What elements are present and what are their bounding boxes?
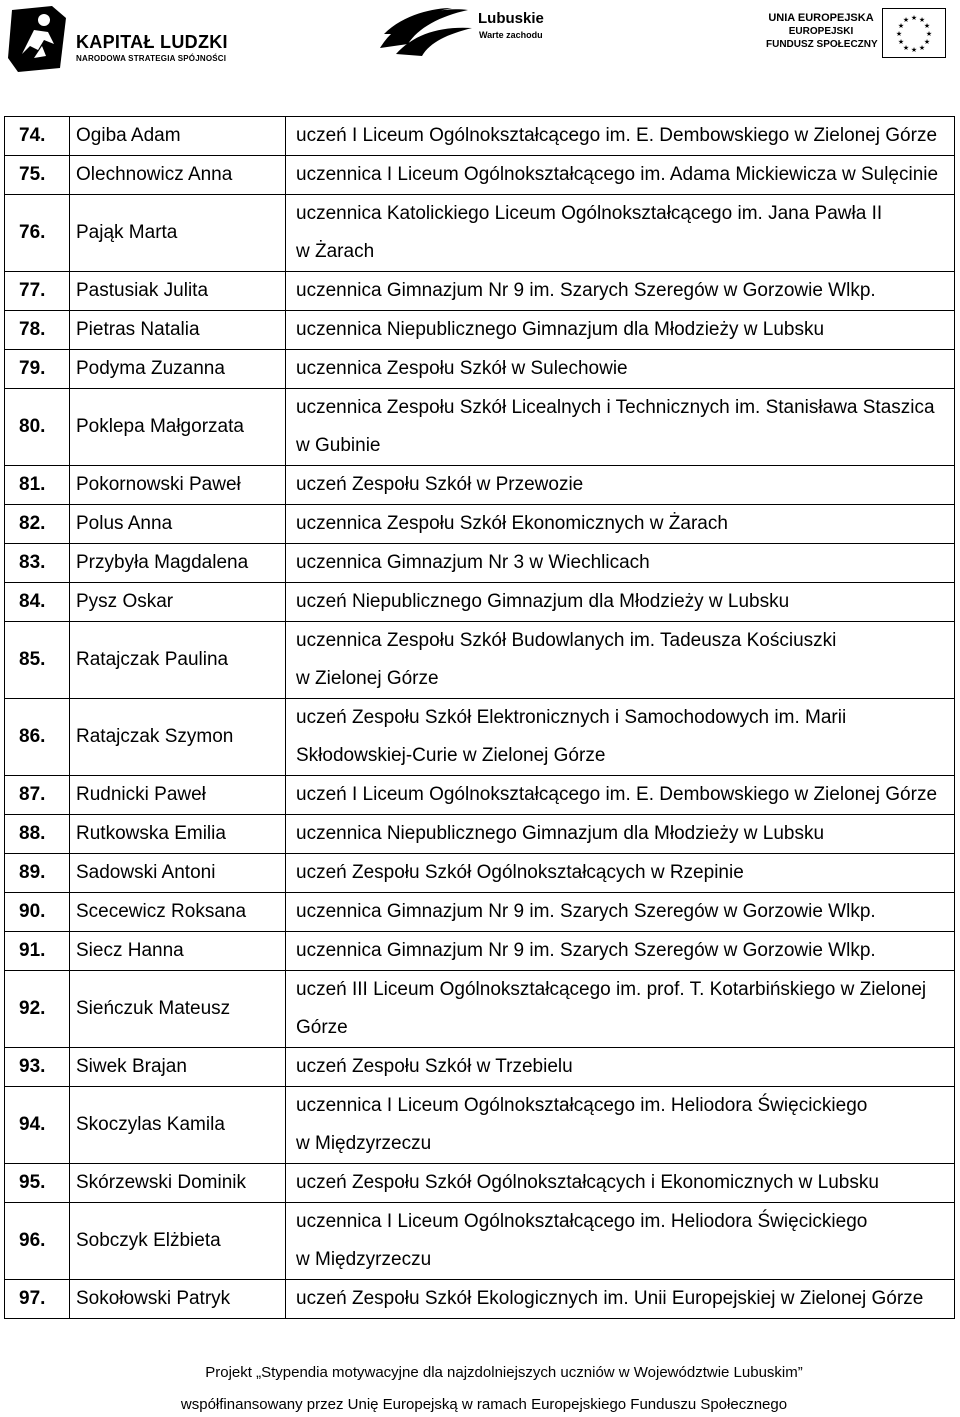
school-line: uczeń Zespołu Szkół w Przewozie — [296, 474, 584, 495]
student-name: Ratajczak Szymon — [70, 699, 286, 776]
table-row — [5, 1087, 955, 1164]
school-description — [286, 466, 955, 505]
school-description — [286, 389, 955, 466]
school-line: uczeń Zespołu Szkół Ogólnokształcących w Rzepinie — [296, 862, 744, 883]
eu-flag-icon — [882, 8, 946, 58]
student-name: Pokornowski Paweł — [70, 466, 286, 505]
svg-text:★: ★ — [923, 38, 931, 46]
row-number: 82. — [5, 505, 70, 544]
student-name: Skoczylas Kamila — [70, 1087, 286, 1164]
lubuskie-logo — [378, 4, 558, 64]
table-body — [5, 117, 955, 1319]
row-number: 81. — [5, 466, 70, 505]
school-line: w Międzyrzeczu — [296, 1249, 432, 1270]
table-row — [5, 195, 955, 272]
row-number: 78. — [5, 311, 70, 350]
school-line: uczeń III Liceum Ogólnokształcącego im. prof. T. Kotarbińskiego w Zielonej — [296, 979, 927, 1000]
student-name: Sobczyk Elżbieta — [70, 1203, 286, 1280]
school-line: uczennica I Liceum Ogólnokształcącego im. Heliodora Święcickiego — [296, 1211, 868, 1232]
school-line: uczennica Gimnazjum Nr 9 im. Szarych Szeregów w Gorzowie Wlkp. — [296, 280, 876, 301]
student-name: Podyma Zuzanna — [70, 350, 286, 389]
school-line: uczeń Zespołu Szkół Ogólnokształcących i Ekonomicznych w Lubsku — [296, 1172, 879, 1193]
school-description — [286, 350, 955, 389]
school-description — [286, 776, 955, 815]
school-description — [286, 583, 955, 622]
school-description — [286, 971, 955, 1048]
table-row — [5, 272, 955, 311]
school-line: Skłodowskiej-Curie w Zielonej Górze — [296, 745, 606, 766]
row-number: 89. — [5, 854, 70, 893]
school-line: uczennica Katolickiego Liceum Ogólnokształcącego im. Jana Pawła II — [296, 203, 883, 224]
svg-text:★: ★ — [902, 16, 910, 24]
table-row — [5, 505, 955, 544]
eu-logo — [766, 8, 951, 68]
row-number: 79. — [5, 350, 70, 389]
school-line: w Międzyrzeczu — [296, 1133, 432, 1154]
student-name: Olechnowicz Anna — [70, 156, 286, 195]
student-name: Pietras Natalia — [70, 311, 286, 350]
student-name: Pysz Oskar — [70, 583, 286, 622]
kapital-ludzki-logo — [8, 6, 228, 74]
school-line: uczennica Gimnazjum Nr 9 im. Szarych Szeregów w Gorzowie Wlkp. — [296, 901, 876, 922]
student-name: Ratajczak Paulina — [70, 622, 286, 699]
school-line: uczennica Zespołu Szkół w Sulechowie — [296, 358, 628, 379]
table-row — [5, 389, 955, 466]
footer-funding-note: współfinansowany przez Unię Europejską w ramach Europejskiego Funduszu Społecznego — [180, 1396, 788, 1413]
student-name: Siecz Hanna — [70, 932, 286, 971]
school-description — [286, 1048, 955, 1087]
student-name: Sokołowski Patryk — [70, 1280, 286, 1319]
school-line: uczennica Zespołu Szkół Budowlanych im. Tadeusza Kościuszki — [296, 630, 837, 651]
student-name: Rutkowska Emilia — [70, 815, 286, 854]
school-description — [286, 272, 955, 311]
school-line: w Gubinie — [296, 435, 381, 456]
table-row — [5, 1203, 955, 1280]
row-number: 91. — [5, 932, 70, 971]
table-row — [5, 699, 955, 776]
row-number: 86. — [5, 699, 70, 776]
table-row — [5, 311, 955, 350]
school-description — [286, 117, 955, 156]
school-line: uczeń I Liceum Ogólnokształcącego im. E. Dembowskiego w Zielonej Górze — [296, 784, 938, 805]
school-line: uczennica Gimnazjum Nr 3 w Wiechlicach — [296, 552, 650, 573]
school-description — [286, 1164, 955, 1203]
student-name: Ogiba Adam — [70, 117, 286, 156]
school-line: uczennica I Liceum Ogólnokształcącego im. Adama Mickiewicza w Sulęcinie — [296, 164, 939, 185]
svg-text:★: ★ — [895, 30, 903, 38]
student-name: Pająk Marta — [70, 195, 286, 272]
student-name: Rudnicki Paweł — [70, 776, 286, 815]
kapital-ludzki-title: KAPITAŁ LUDZKI — [76, 32, 228, 52]
school-line: w Żarach — [296, 241, 375, 262]
student-name: Siwek Brajan — [70, 1048, 286, 1087]
row-number: 96. — [5, 1203, 70, 1280]
school-line: uczeń Zespołu Szkół w Trzebielu — [296, 1056, 573, 1077]
school-description — [286, 932, 955, 971]
school-description — [286, 622, 955, 699]
student-name: Skórzewski Dominik — [70, 1164, 286, 1203]
table-row — [5, 971, 955, 1048]
table-row — [5, 583, 955, 622]
row-number: 94. — [5, 1087, 70, 1164]
svg-text:★: ★ — [902, 44, 910, 52]
school-line: Górze — [296, 1017, 348, 1038]
school-line: uczennica Gimnazjum Nr 9 im. Szarych Szeregów w Gorzowie Wlkp. — [296, 940, 876, 961]
school-description — [286, 815, 955, 854]
kapital-ludzki-emblem-icon — [8, 6, 70, 72]
row-number: 84. — [5, 583, 70, 622]
school-line: uczeń I Liceum Ogólnokształcącego im. E. Dembowskiego w Zielonej Górze — [296, 125, 938, 146]
row-number: 87. — [5, 776, 70, 815]
svg-text:★: ★ — [918, 16, 926, 24]
table-row — [5, 893, 955, 932]
student-name: Pastusiak Julita — [70, 272, 286, 311]
svg-text:★: ★ — [897, 22, 905, 30]
student-name: Poklepa Małgorzata — [70, 389, 286, 466]
eu-text — [766, 12, 876, 51]
row-number: 97. — [5, 1280, 70, 1319]
eu-line3: FUNDUSZ SPOŁECZNY — [766, 39, 878, 50]
school-line: uczennica Zespołu Szkół Ekonomicznych w Żarach — [296, 513, 728, 534]
table-row — [5, 1164, 955, 1203]
student-name: Polus Anna — [70, 505, 286, 544]
school-description — [286, 1087, 955, 1164]
table-row — [5, 350, 955, 389]
school-description — [286, 311, 955, 350]
table-row — [5, 156, 955, 195]
lubuskie-swoosh-icon — [378, 4, 476, 60]
school-line: uczeń Zespołu Szkół Ekologicznych im. Unii Europejskiej w Zielonej Górze — [296, 1288, 924, 1309]
table-row — [5, 776, 955, 815]
table-row — [5, 466, 955, 505]
eu-line1: UNIA EUROPEJSKA — [768, 12, 874, 24]
table-row — [5, 854, 955, 893]
eu-line2: EUROPEJSKI — [788, 26, 854, 37]
row-number: 92. — [5, 971, 70, 1048]
student-name: Przybyła Magdalena — [70, 544, 286, 583]
svg-text:★: ★ — [923, 22, 931, 30]
page-header — [0, 0, 960, 95]
row-number: 88. — [5, 815, 70, 854]
school-line: uczennica Zespołu Szkół Licealnych i Technicznych im. Stanisława Staszica — [296, 397, 935, 418]
school-line: uczeń Zespołu Szkół Elektronicznych i Samochodowych im. Marii — [296, 707, 847, 728]
table-row — [5, 117, 955, 156]
student-name: Scecewicz Roksana — [70, 893, 286, 932]
school-line: uczennica I Liceum Ogólnokształcącego im. Heliodora Święcickiego — [296, 1095, 868, 1116]
row-number: 80. — [5, 389, 70, 466]
school-description — [286, 156, 955, 195]
svg-text:★: ★ — [918, 44, 926, 52]
lubuskie-title: Lubuskie — [478, 10, 544, 27]
school-description — [286, 195, 955, 272]
svg-text:★: ★ — [897, 38, 905, 46]
school-line: uczennica Niepublicznego Gimnazjum dla Młodzieży w Lubsku — [296, 823, 825, 844]
row-number: 74. — [5, 117, 70, 156]
svg-text:★: ★ — [910, 14, 918, 22]
school-description — [286, 699, 955, 776]
svg-text:★: ★ — [910, 46, 918, 54]
row-number: 76. — [5, 195, 70, 272]
row-number: 95. — [5, 1164, 70, 1203]
school-description — [286, 893, 955, 932]
row-number: 85. — [5, 622, 70, 699]
row-number: 90. — [5, 893, 70, 932]
school-description — [286, 1203, 955, 1280]
lubuskie-subtitle: Warte zachodu — [479, 30, 543, 40]
school-description — [286, 544, 955, 583]
footer-project-title: Projekt „Stypendia motywacyjne dla najzdolniejszych uczniów w Województwie Lubuskim” — [205, 1364, 803, 1381]
school-line: uczeń Niepublicznego Gimnazjum dla Młodzieży w Lubsku — [296, 591, 790, 612]
svg-text:★: ★ — [925, 30, 933, 38]
student-name: Sieńczuk Mateusz — [70, 971, 286, 1048]
table-row — [5, 544, 955, 583]
school-description — [286, 1280, 955, 1319]
table-row — [5, 1280, 955, 1319]
school-description — [286, 505, 955, 544]
row-number: 93. — [5, 1048, 70, 1087]
school-line: uczennica Niepublicznego Gimnazjum dla Młodzieży w Lubsku — [296, 319, 825, 340]
row-number: 77. — [5, 272, 70, 311]
row-number: 83. — [5, 544, 70, 583]
row-number: 75. — [5, 156, 70, 195]
table-row — [5, 1048, 955, 1087]
scholarship-list-table — [4, 116, 955, 1319]
student-name: Sadowski Antoni — [70, 854, 286, 893]
table-row — [5, 622, 955, 699]
school-line: w Zielonej Górze — [296, 668, 439, 689]
table-row — [5, 815, 955, 854]
school-description — [286, 854, 955, 893]
kapital-ludzki-subtitle: NARODOWA STRATEGIA SPÓJNOŚCI — [76, 54, 227, 63]
table-row — [5, 932, 955, 971]
